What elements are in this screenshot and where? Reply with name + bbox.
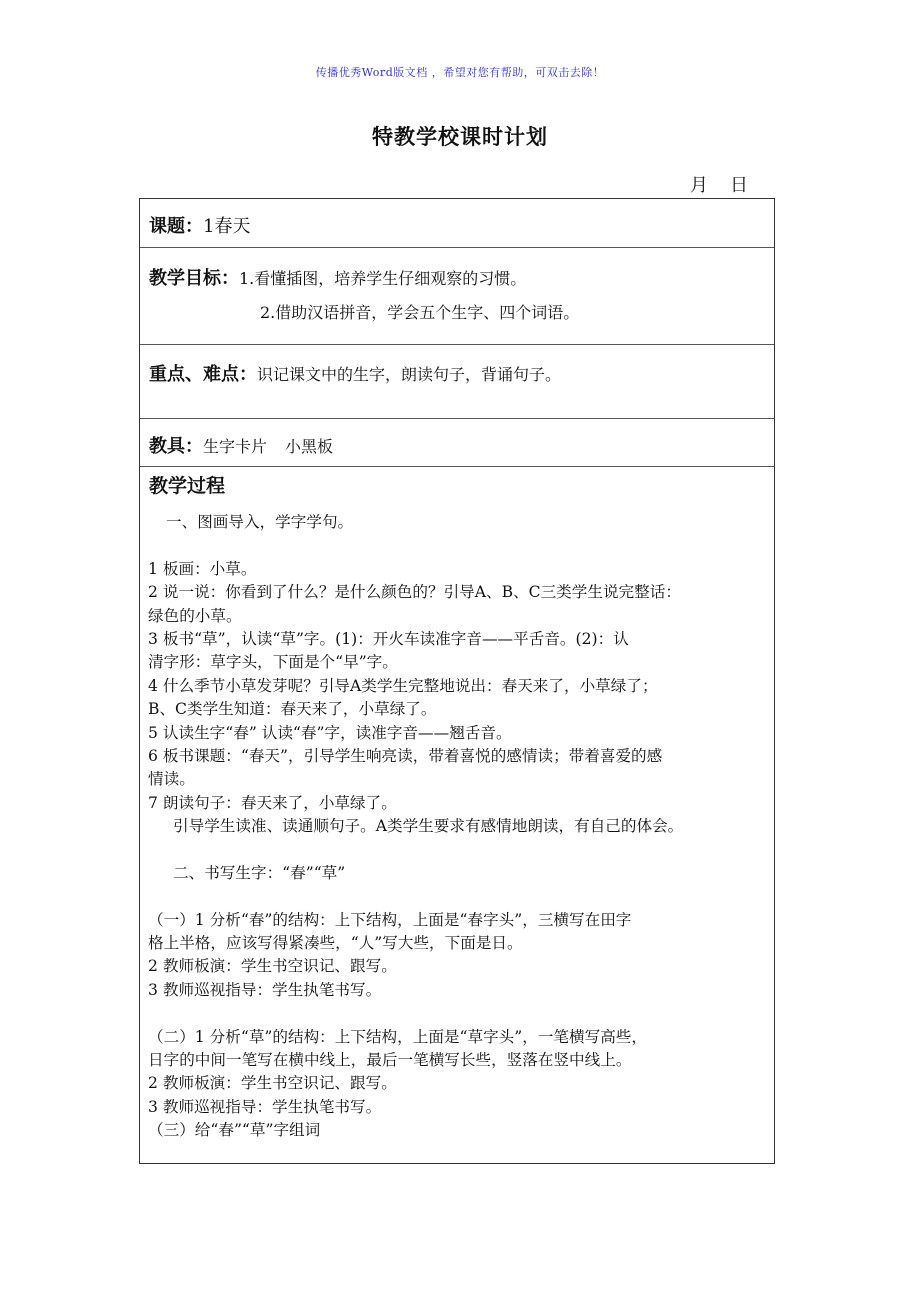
goals-row [140, 248, 774, 345]
topic-row [140, 199, 774, 248]
process-body[interactable] [148, 511, 768, 1143]
blank-line [148, 534, 768, 557]
tool-item-1: 生字卡片 [203, 437, 268, 456]
process-line: 2 教师板演：学生书空识记、跟写。 [148, 1074, 397, 1093]
process-label: 教学过程 [149, 475, 226, 497]
blank-line [148, 838, 768, 861]
tools-row [140, 419, 774, 467]
process-line: 清字形：草字头，下面是个“早”字。 [148, 653, 398, 672]
process-line: 情读。 [148, 770, 195, 789]
blank-line [148, 885, 768, 908]
process-line: （一）1 分析“春”的结构：上下结构，上面是“春字头”，三横写在田字 [148, 910, 632, 929]
process-line: 3 板书“草”，认读“草”字。(1)：开火车读准字音——平舌音。(2)：认 [148, 629, 629, 648]
process-line: 格上半格，应该写得紧凑些，“人”写大些，下面是日。 [148, 934, 523, 953]
key-points-row [140, 345, 774, 419]
process-line: 4 什么季节小草发芽呢？引导A类学生完整地说出：春天来了，小草绿了； [148, 676, 658, 695]
lesson-plan-table [139, 198, 775, 1164]
date-line [668, 171, 748, 197]
tool-item-2: 小黑板 [285, 437, 334, 456]
process-line: 绿色的小草。 [148, 606, 242, 625]
key-points-label: 重点、难点： [149, 364, 257, 385]
process-line: 引导学生读准、读通顺句子。A类学生要求有感情地朗读，有自己的体会。 [173, 817, 684, 836]
tools-label: 教具： [149, 436, 203, 457]
key-points-value[interactable]: 识记课文中的生字，朗读句子，背诵句子。 [257, 365, 562, 384]
month-label: 月 [690, 175, 708, 196]
process-line: （二）1 分析“草”的结构：上下结构，上面是“草字头”，一笔横写高些， [148, 1027, 647, 1046]
process-line: 6 板书课题：“春天”，引导学生响亮读，带着喜悦的感情读；带着喜爱的感 [148, 746, 663, 765]
process-line: B、C类学生知道：春天来了，小草绿了。 [148, 700, 437, 719]
process-line: 2 说一说：你看到了什么？是什么颜色的？引导A、B、C三类学生说完整话： [148, 583, 681, 602]
page-title: 特教学校课时计划 [372, 124, 548, 149]
goal-item-1[interactable]: 1.看懂插图，培养学生仔细观察的习惯。 [239, 269, 527, 288]
process-line: 一、图画导入，学字学句。 [166, 513, 354, 531]
process-line: 3 教师巡视指导：学生执笔书写。 [148, 980, 382, 999]
goals-label: 教学目标： [149, 268, 239, 289]
process-line: 2 教师板演：学生书空识记、跟写。 [148, 957, 397, 976]
goal-item-2[interactable]: 2.借助汉语拼音，学会五个生字、四个词语。 [260, 303, 580, 322]
process-line: （三）给“春”“草”字组词 [148, 1121, 321, 1140]
process-line: 3 教师巡视指导：学生执笔书写。 [148, 1097, 382, 1116]
watermark-notice: 传播优秀Word版文档 ，希望对您有帮助，可双击去除！ [315, 66, 605, 79]
process-line: 二、书写生字：“春”“草” [173, 863, 346, 882]
day-label: 日 [730, 175, 748, 196]
process-line: 1 板画：小草。 [148, 559, 257, 578]
process-row [140, 467, 774, 1163]
blank-line [148, 1002, 768, 1025]
tools-value[interactable] [203, 437, 333, 456]
topic-label: 课题： [149, 216, 203, 237]
process-line: 5 认读生字“春” 认读“春”字，读准字音——翘舌音。 [148, 723, 512, 742]
topic-value[interactable]: 1春天 [203, 216, 251, 237]
process-line: 7 朗读句子：春天来了，小草绿了。 [148, 793, 397, 812]
process-line: 日字的中间一笔写在横中线上，最后一笔横写长些，竖落在竖中线上。 [148, 1050, 632, 1069]
